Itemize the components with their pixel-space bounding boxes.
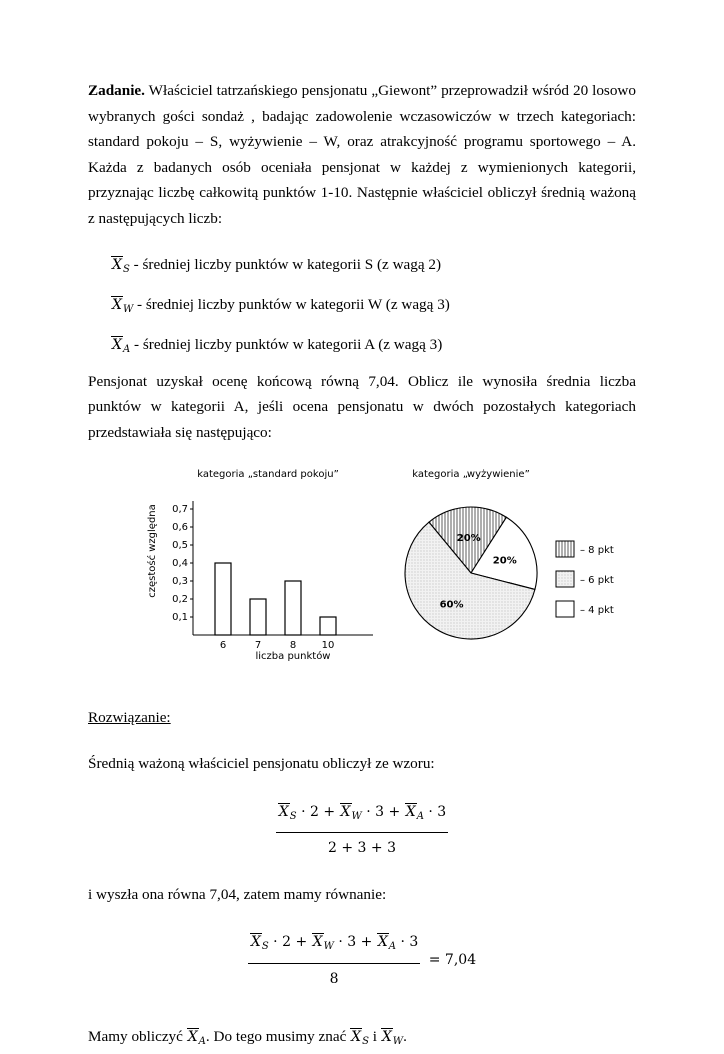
bar-x-tick-label: 10	[322, 640, 335, 651]
formula2-denominator: 8	[248, 964, 420, 993]
task-text: Właściciel tatrzańskiego pensjonatu „Giewont” przeprowadził wśród 20 losowo wybranych gości sondaż , badając zadowolenie wczasowiczów w trzech kategoriach: standard pokoju – S, wyżywienie – W, oraz atrakcyjność programu sportowego – A. Każda z badanych osób oceniała pensjonat w każdej z wymienionych kategorii, przyznając liczbę całkowitą punktów 1-10. Następnie właściciel obliczył średnią ważoną z następujących liczb:	[88, 82, 636, 227]
bar-x-tick-label: 8	[290, 640, 296, 651]
pie-legend-label: – 6 pkt	[580, 575, 614, 586]
bar	[320, 617, 336, 635]
formula-weighted-mean	[88, 799, 636, 862]
formula1-denominator: 2 + 3 + 3	[276, 833, 448, 862]
bar-chart-ylabel: częstość względna	[146, 505, 158, 599]
bar	[250, 599, 266, 635]
document-page	[88, 78, 636, 1054]
pie-chart-title: kategoria „wyżywienie”	[412, 469, 530, 480]
bar	[285, 581, 301, 635]
bar-y-tick-label: 0,1	[172, 612, 188, 623]
pie-legend-label: – 8 pkt	[580, 545, 614, 556]
formula1-numerator: $X_S \cdot 2 + X_W \cdot 3 + X_A \cdot 3$	[276, 799, 448, 834]
pie-slice-label: 60%	[440, 600, 464, 611]
pie-chart	[396, 463, 636, 673]
pie-legend-swatch	[556, 571, 574, 587]
formula-equation	[88, 929, 636, 992]
task-paragraph	[88, 78, 636, 232]
bar-x-tick-label: 7	[255, 640, 261, 651]
question-paragraph: Pensjonat uzyskał ocenę końcową równą 7,04. Oblicz ile wynosiła średnia liczba punktów w kategorii A, jeśli ocena pensjonatu w dwóch pozostałych kategoriach przedstawiała się następująco:	[88, 369, 636, 446]
solution-line-1: Średnią ważoną właściciel pensjonatu obliczył ze wzoru:	[88, 751, 636, 777]
solution-line-2: i wyszła ona równa 7,04, zatem mamy równanie:	[88, 882, 636, 908]
charts-area	[88, 463, 636, 673]
pie-legend-swatch	[556, 601, 574, 617]
bar-y-tick-label: 0,6	[172, 522, 188, 533]
solution-line-3: Mamy obliczyć $X_A$. Do tego musimy znać $X_S$ i $X_W$.	[88, 1023, 636, 1054]
variable-w: $X_W$ - średniej liczby punktów w kategorii W (z wagą 3)	[88, 284, 636, 324]
pie-legend-swatch	[556, 541, 574, 557]
task-lead: Zadanie.	[88, 82, 145, 99]
variable-a: $X_A$ - średniej liczby punktów w kategorii A (z wagą 3)	[88, 324, 636, 364]
pie-slice-label: 20%	[457, 533, 481, 544]
bar	[215, 563, 231, 635]
solution-heading: Rozwiązanie:	[88, 705, 636, 731]
formula2-result: = 7,04	[429, 948, 476, 974]
formula2-numerator: $X_S \cdot 2 + X_W \cdot 3 + X_A \cdot 3$	[248, 929, 420, 964]
bar-x-tick-label: 6	[220, 640, 226, 651]
bar-y-tick-label: 0,7	[172, 504, 188, 515]
bar-y-tick-label: 0,2	[172, 594, 188, 605]
bar-chart	[143, 463, 393, 673]
bar-y-tick-label: 0,5	[172, 540, 188, 551]
pie-slice-label: 20%	[493, 556, 517, 567]
pie-legend-label: – 4 pkt	[580, 605, 614, 616]
bar-y-tick-label: 0,4	[172, 558, 188, 569]
bar-y-tick-label: 0,3	[172, 576, 188, 587]
bar-chart-xlabel: liczba punktów	[256, 650, 331, 662]
bar-chart-title: kategoria „standard pokoju”	[197, 469, 339, 480]
variable-s: $X_S$ - średniej liczby punktów w kategorii S (z wagą 2)	[88, 244, 636, 284]
variable-list	[88, 244, 636, 364]
